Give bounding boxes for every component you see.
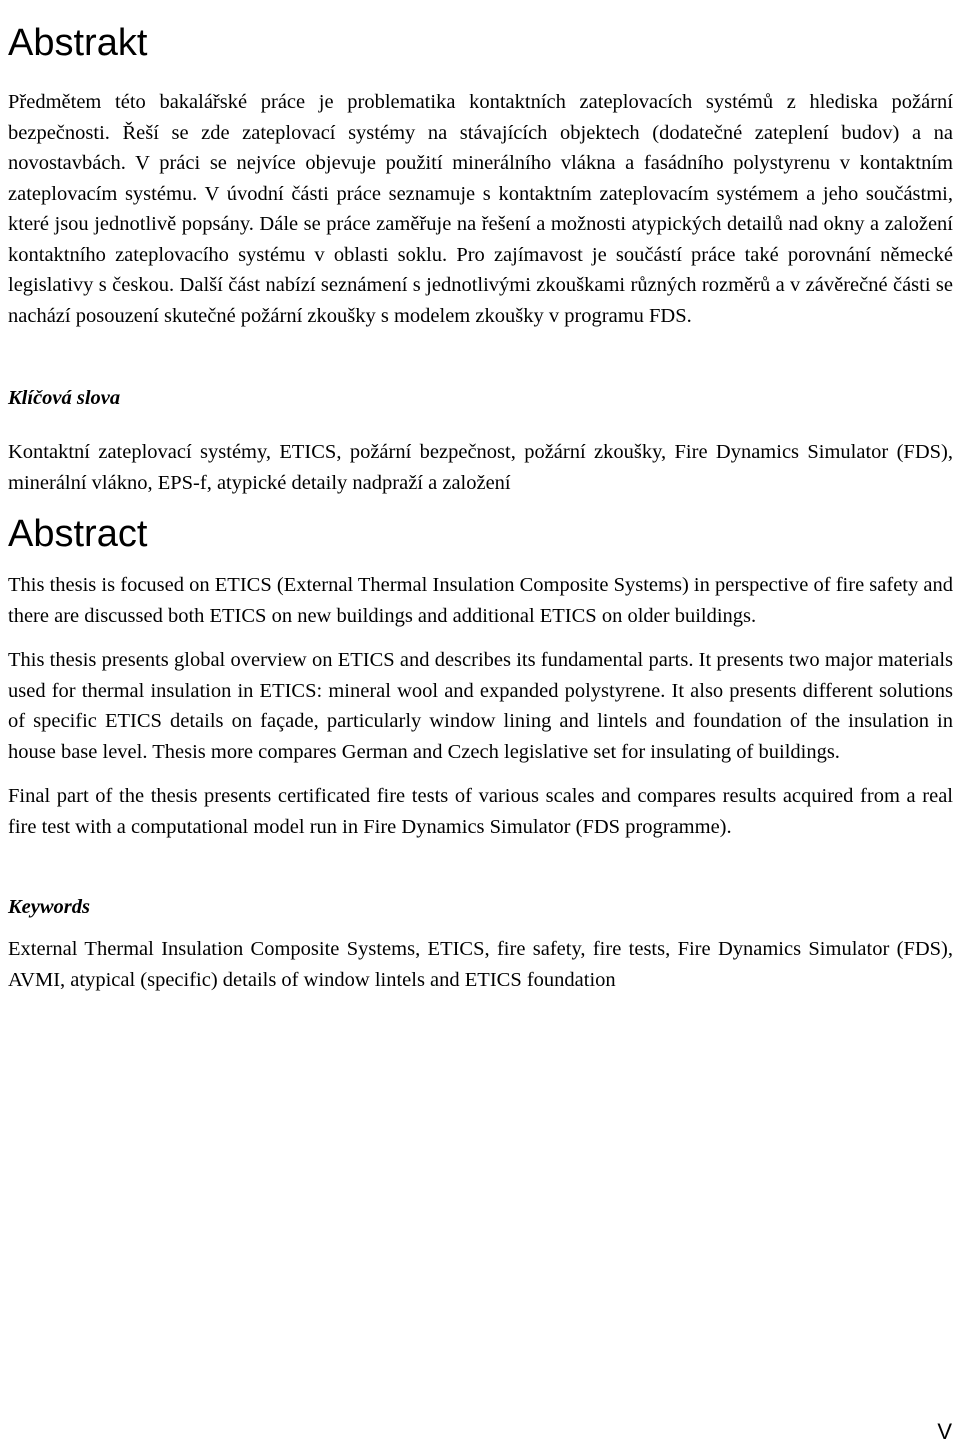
abstrakt-heading: Abstrakt [8,22,148,64]
keywords-title: Keywords [8,896,90,918]
abstract-heading: Abstract [8,513,148,555]
abstrakt-paragraph: Předmětem této bakalářské práce je problematika kontaktních zateplovacích systémů z hlediska požární bezpečnosti. Řeší se zde zateplovací systémy na stávajících objektech (dodatečné zateplení budov) a na novostavbách. V práci se nejvíce objevuje použití minerálního vlákna a fasádního polystyrenu v kontaktním zateplovacím systému. V úvodní části práce seznamuje s kontaktním zateplovacím systémem a jeho součástmi, které jsou jednotlivě popsány. Dále se práce zaměřuje na řešení a možnosti atypických detailů nad okny a založení kontaktního zateplovacího systému v oblasti soklu. Pro zajímavost je součástí práce také porovnání německé legislativy s českou. Další část nabízí seznámení s jednotlivými zkouškami různých rozměrů a v závěrečné části se nachází posouzení skutečné požární zkoušky s modelem zkoušky v programu FDS. [8,91,953,327]
document-page [8,0,953,995]
abstract-paragraph-2: This thesis presents global overview on ETICS and describes its fundamental parts. It presents two major materials used for thermal insulation in ETICS: mineral wool and expanded polystyrene. It also presents different solutions of specific ETICS details on façade, particularly window lining and lintels and foundation of the insulation in house base level. Thesis more compares German and Czech legislative set for insulating of buildings. [8,649,953,763]
page-number: V [937,1419,952,1444]
abstract-paragraph-3: Final part of the thesis presents certificated fire tests of various scales and compares results acquired from a real fire test with a computational model run in Fire Dynamics Simulator (FDS programme). [8,785,953,838]
keywords-text: External Thermal Insulation Composite Systems, ETICS, fire safety, fire tests, Fire Dynamics Simulator (FDS), AVMI, atypical (specific) details of window lintels and ETICS foundation [8,938,953,991]
klicova-slova-text: Kontaktní zateplovací systémy, ETICS, požární bezpečnost, požární zkoušky, Fire Dynamics Simulator (FDS), minerální vlákno, EPS-f, atypické detaily nadpraží a založení [8,441,953,494]
klicova-slova-title: Klíčová slova [8,387,121,409]
abstract-paragraph-1: This thesis is focused on ETICS (External Thermal Insulation Composite Systems) in perspective of fire safety and there are discussed both ETICS on new buildings and additional ETICS on older buildings. [8,574,953,627]
